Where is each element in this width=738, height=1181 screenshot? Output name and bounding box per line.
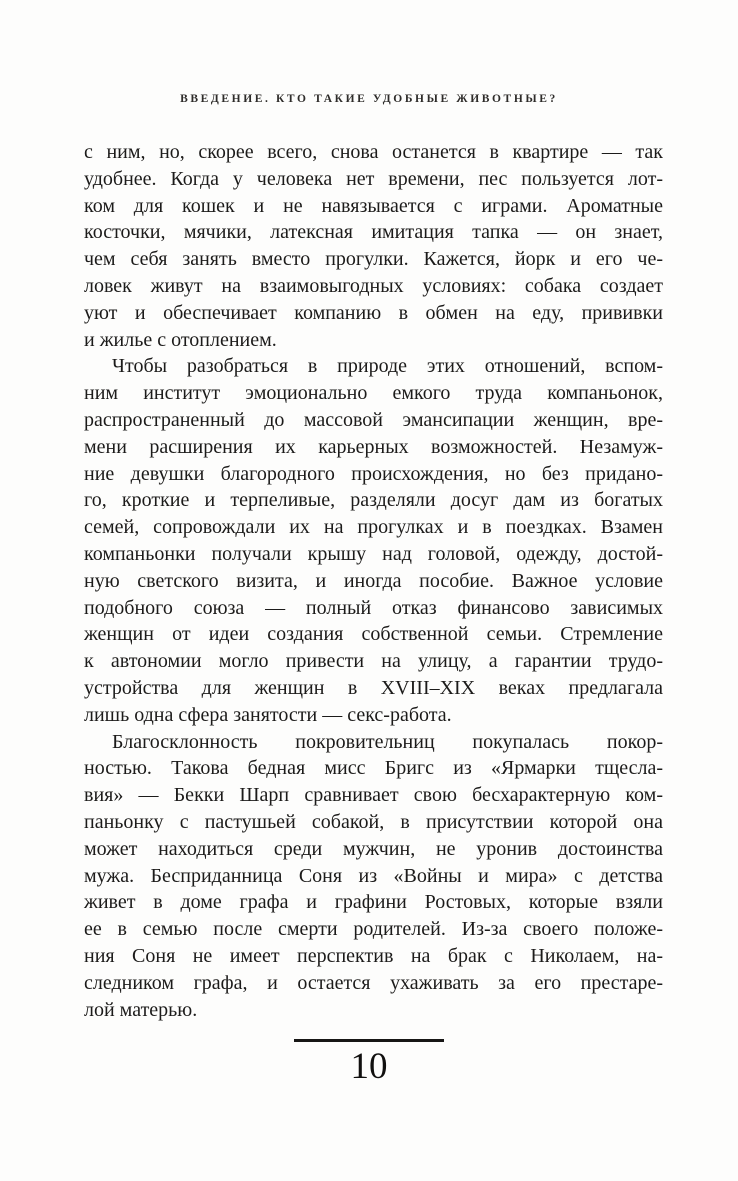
footer-rule <box>294 1039 444 1042</box>
text-line: и жилье с отоплением. <box>84 328 277 351</box>
text-line: подобного союза — полный отказ финансово зависимых <box>84 596 663 619</box>
page-footer <box>0 1039 738 1086</box>
text-line: устройства для женщин в XVIII–XIX веках предлагала <box>84 676 663 699</box>
text-line: косточки, мячики, латексная имитация тапка — он знает, <box>84 221 663 244</box>
running-header: ВВЕДЕНИЕ. КТО ТАКИЕ УДОБНЫЕ ЖИВОТНЫЕ? <box>180 93 558 105</box>
text-line: удобнее. Когда у человека нет времени, пес пользуется лот- <box>84 167 663 190</box>
text-line: ную светского визита, и иногда пособие. Важное условие <box>84 569 663 592</box>
text-line: лой матерью. <box>84 998 198 1021</box>
text-line: ловек живут на взаимовыгодных условиях: собака создает <box>84 274 663 297</box>
text-line: Чтобы разобраться в природе этих отношений, вспом- <box>112 355 663 378</box>
text-line: компаньонки получали крышу над головой, одежду, достой- <box>84 542 663 565</box>
text-line: чем себя занять вместо прогулки. Кажется, йорк и его че- <box>84 248 663 271</box>
page-number: 10 <box>350 1045 388 1087</box>
text-line: может находиться среди мужчин, не уронив достоинства <box>84 837 663 860</box>
text-line: го, кроткие и терпеливые, разделяли досуг дам из богатых <box>84 489 663 512</box>
text-line: живет в доме графа и графини Ростовых, которые взяли <box>84 891 663 914</box>
text-line: мени расширения их карьерных возможностей. Незамуж- <box>84 435 663 458</box>
text-line: следником графа, и остается ухаживать за его престаре- <box>84 971 663 994</box>
text-line: женщин от идеи создания собственной семьи. Стремление <box>84 623 663 646</box>
text-line: ностью. Такова бедная мисс Бригс из «Ярмарки тщесла- <box>84 757 663 780</box>
text-line: распространенный до массовой эмансипации женщин, вре- <box>84 408 663 431</box>
text-line: ком для кошек и не навязывается с играми. Ароматные <box>84 194 663 217</box>
text-line: семей, сопровождали их на прогулках и в поездках. Взамен <box>84 516 663 539</box>
text-line: уют и обеспечивает компанию в обмен на еду, прививки <box>84 301 663 324</box>
text-line: к автономии могло привести на улицу, а гарантии трудо- <box>84 650 663 673</box>
text-line: паньонку с пастушьей собакой, в присутствии которой она <box>84 810 663 833</box>
text-line: мужа. Бесприданница Соня из «Войны и мира» с детства <box>84 864 663 887</box>
text-line: лишь одна сфера занятости — секс-работа. <box>84 703 452 726</box>
text-line: вия» — Бекки Шарп сравнивает свою бесхарактерную ком- <box>84 784 663 807</box>
text-line: ние девушки благородного происхождения, но без придано- <box>84 462 663 485</box>
text-line: ния Соня не имеет перспектив на брак с Николаем, на- <box>84 944 663 967</box>
body-text <box>84 139 663 1023</box>
text-line: с ним, но, скорее всего, снова останется в квартире — так <box>84 141 663 163</box>
text-line: Благосклонность покровительниц покупалась покор- <box>112 730 663 753</box>
text-line: ним институт эмоционально емкого труда компаньонок, <box>84 382 663 405</box>
text-line: ее в семью после смерти родителей. Из-за своего положе- <box>84 918 663 941</box>
